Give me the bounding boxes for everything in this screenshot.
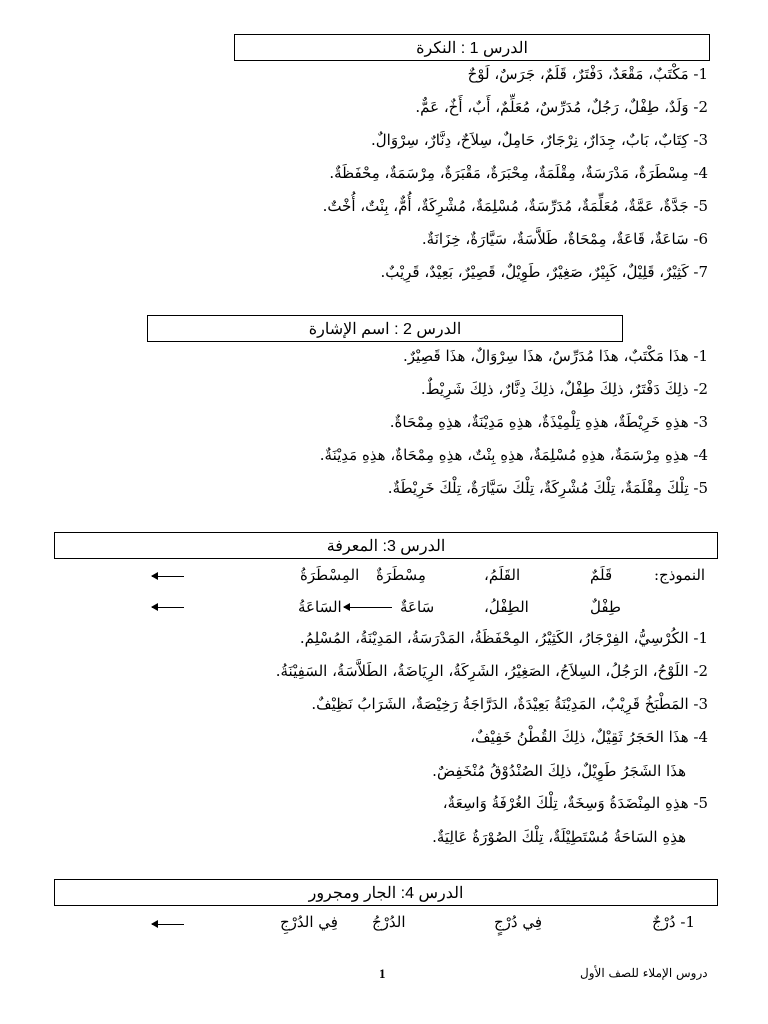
lesson2-item-3: 3- هذِهِ خَرِيْطَةٌ، هذِهِ تِلْمِيْذَةٌ، هذِهِ مَدِيْنَةٌ، هذِهِ مِمْحَاةٌ. bbox=[389, 413, 708, 431]
model-row1-word-4: المِسْطَرَةُ bbox=[300, 566, 360, 584]
lesson1-item-3: 3- كِتَابٌ، بَابٌ، جِدَارٌ، نِرْجَارٌ، حَامِلٌ، سِلاَحٌ، دِنَّارٌ، سِرْوَالٌ. bbox=[371, 131, 708, 149]
lesson2-item-1: 1- هذَا مَكْتَبٌ، هذَا مُدَرِّسٌ، هذَا سِرْوَالٌ، هذَا قَصِيْرٌ. bbox=[402, 347, 708, 365]
lesson4-word-2: فِي دُرْجٍ bbox=[494, 913, 543, 931]
lesson3-item-3: 3- المَطْبَخُ قَرِيْبٌ، المَدِيْنَةُ بَعِيْدَةٌ، الدَرَّاجَةُ رَخِيْصَةٌ، الشَرَابُ نَظِيْفٌ. bbox=[311, 695, 708, 713]
model-row1-word-1: قَلَمٌ bbox=[590, 566, 613, 584]
footer-caption: دروس الإملاء للصف الأول bbox=[580, 966, 708, 980]
page-number: 1 bbox=[379, 966, 386, 981]
lesson3-title: الدرس 3: المعرفة bbox=[54, 532, 718, 559]
lesson3-item-5a: 5- هذِهِ المِنْضَدَةُ وَسِخَةٌ، تِلْكَ الغُرْفَةُ وَاسِعَةٌ، bbox=[442, 794, 708, 812]
lesson1-title: الدرس 1 : النكرة bbox=[234, 34, 710, 61]
lesson1-item-4: 4- مِسْطَرَةٌ، مَدْرَسَةٌ، مِقْلَمَةٌ، مِحْبَرَةٌ، مَقْبَرَةٌ، مِرْسَمَةٌ، مِحْفَظَةٌ. bbox=[329, 164, 708, 182]
arrow-icon bbox=[152, 607, 184, 608]
model-row1-word-2: القَلَمُ، bbox=[484, 566, 521, 584]
lesson2-item-5: 5- تِلْكَ مِقْلَمَةٌ، تِلْكَ مُشْرِكَةٌ، تِلْكَ سَيَّارَةٌ، تِلْكَ خَرِيْطَةٌ. bbox=[387, 479, 708, 497]
model-row2-word-1: طِفْلٌ bbox=[590, 598, 621, 616]
lesson3-item-4b: هذَا الشَجَرُ طَوِيْلٌ، ذلِكَ الصُنْدُوْقُ مُنْخَفِضٌ. bbox=[432, 762, 686, 780]
model-row2-word-4: السَاعَةُ bbox=[298, 598, 342, 616]
lesson3-item-1: 1- الكُرْسِيُّ، الفِرْجَارُ، الكَثِيْرُ، المِحْفَظَةُ، المَدْرَسَةُ، المَدِيْنَةُ، المُسْلِمُ. bbox=[299, 629, 708, 647]
lesson2-title: الدرس 2 : اسم الإشارة bbox=[147, 315, 623, 342]
lesson4-word-3: الدُرْجُ bbox=[372, 913, 406, 931]
model-row2-word-2: الطِفْلُ، bbox=[484, 598, 529, 616]
arrow-icon bbox=[344, 607, 392, 608]
lesson1-item-7: 7- كَثِيْرٌ، قَلِيْلٌ، كَبِيْرٌ، صَغِيْرٌ، طَوِيْلٌ، قَصِيْرٌ، بَعِيْدٌ، قَرِيْبٌ. bbox=[380, 263, 708, 281]
lesson2-item-4: 4- هذِهِ مِرْسَمَةٌ، هذِهِ مُسْلِمَةٌ، هذِهِ بِنْتٌ، هذِهِ مِمْحَاةٌ، هذِهِ مَدِيْنَةٌ. bbox=[319, 446, 708, 464]
arrow-icon bbox=[152, 576, 184, 577]
lesson1-item-1: 1- مَكْتَبٌ، مَقْعَدٌ، دَفْتَرٌ، قَلَمٌ، جَرَسٌ، لَوْحٌ bbox=[467, 65, 708, 83]
model-row1-word-3: مِسْطَرَةٌ bbox=[376, 566, 426, 584]
lesson4-title: الدرس 4: الجار ومجرور bbox=[54, 879, 718, 906]
lesson1-item-6: 6- سَاعَةٌ، قَاعَةٌ، مِمْحَاةٌ، طَلاَّسَةٌ، سَيَّارَةٌ، خِزَانَةٌ. bbox=[421, 230, 708, 248]
model-label: النموذج: bbox=[654, 566, 706, 584]
model-row2-word-3: سَاعَةٌ bbox=[400, 598, 435, 616]
lesson4-word-1: 1- دُرْجٌ bbox=[652, 913, 695, 931]
arrow-icon bbox=[152, 924, 184, 925]
lesson3-item-2: 2- اللَوْحُ، الرَجُلُ، السِلاَحُ، الصَغِيْرُ، الشَرِكَةُ، الرِيَاضَةُ، الطَلاَّسَةُ، السَفِيْنَةُ. bbox=[275, 662, 708, 680]
lesson4-word-4: فِي الدُرْجِ bbox=[280, 913, 338, 931]
lesson3-item-5b: هذِهِ السَاحَةُ مُسْتَطِيْلَةٌ، تِلْكَ الصُوْرَةُ عَالِيَةٌ. bbox=[432, 828, 686, 846]
lesson1-item-5: 5- جَدَّةٌ، عَمَّةٌ، مُعَلِّمَةٌ، مُدَرِّسَةٌ، مُسْلِمَةٌ، مُشْرِكَةٌ، أُمٌّ، بِنْتٌ، أُخْتٌ. bbox=[322, 197, 708, 215]
lesson1-item-2: 2- وَلَدٌ، طِفْلٌ، رَجُلٌ، مُدَرِّسٌ، مُعَلِّمٌ، أَبٌ، أَخٌ، عَمٌّ. bbox=[415, 98, 708, 116]
lesson2-item-2: 2- ذلِكَ دَفْتَرٌ، ذلِكَ طِفْلٌ، ذلِكَ دِنَّارٌ، ذلِكَ شَرِيْطٌ. bbox=[420, 380, 708, 398]
lesson3-item-4a: 4- هذَا الحَجَرُ ثَقِيْلٌ، ذلِكَ القُطْنُ خَفِيْفٌ، bbox=[470, 728, 708, 746]
